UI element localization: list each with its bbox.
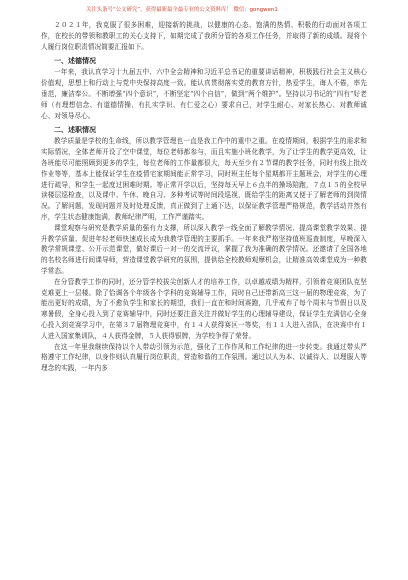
section-heading-virtue: 一、述德情况: [54, 57, 96, 66]
duty-paragraph-classroom-research: 课堂观察与研究是教学质量的强有力支撑，所以深入教学一线全面了解教学情况、提高课堂教学效果、提升教学质量、促进年轻老师快速成长成为我教学管理的主要抓手。一年来我严格坚持值班巡查制度，早晚深入教学常规课堂、公开示范课堂，做好课后一对一的交流评议，掌握了我为准确的教学情况。还邀请了全国各地的名校名师进行间课导师，营造课堂教学研究的氛围，提供给全校教师观摩机会，让精准高效课堂成为一种教学常态。: [41, 223, 367, 275]
virtue-paragraph: 一年来，我认真学习十九届五中、六中全会精神和习近平总书记的重要讲话精神，积极践行社会主义核心价值观，思想上和行动上与党中央保持高度一致。能认真贯彻落实党的教育方针，热爱学生，诲人不倦，率先垂范，廉洁奉公。不断增强“四个意识”，不断坚定“四个自信”，做到“两个维护”。坚持以习书记的“四有”好老师（有理想信念、有道德情操、有扎实学识、有仁爱之心）要求自己，对学生耐心、对家长热心、对教师诚心、对领导尽心。: [41, 68, 367, 120]
duty-paragraph-teaching-management: 教学质量是学校的生命线，所以教学管理也一直是我工作中的重中之重。在疫情期间，根据学生的需求和实际情况，全体老师开设了空中课堂，每位老师都参与，而且实施小班化教学，为了让学生的教学更高效，让各班能尽可能照顾到更多的学生，每位老师的工作量都很大，每天至少有２节课的教学任务，同时有线上批改作业等等，基本上能保证学生在疫情宅家期间能正常学习，同时班主任每个星期都开主题班会，对学生的心理进行疏导，和学生一起度过困难时期。等正常开学以后，坚持每天早上６点半的操场陪跑，７点１５的全校早读楼层巡检查，以及课中、午休、晚自习、多种考试等时间段巡视，既给学生的距离又便于了解老师的到岗情况。了解问题，发现问题并及时处理反馈，真正做到了上通下达，以保证教学管理严格规范，教学活动井然有序，学生状态健康饱满，教师纪律严明，工作严谨踏实。: [41, 137, 367, 221]
header-banner: 关注头条号“公文研究”，获得最新最全最专业的公文资料库！ 微信：gongwen1: [86, 7, 278, 13]
intro-paragraph: ２０２１年，我克服了很多困难，迎接新的挑战，以健康的心态、饱满的热情、积极的行动面对各项工作，在校长的带领和教职工的关心支持下，如期完成了我所分管的各项工作任务，并取得了新的成绩。现将个人履行岗位职责情况简要汇报如下。: [41, 21, 367, 51]
duty-paragraph-competition: 在分管教学工作的同时，还分管学校拔尖创新人才的培养工作，以卓越成绩为精样，引领着竞赛团队克坚克难更上一层楼。除了恰调各个年级各个学科的竞赛辅导工作，同时自己还带新高三这一届的物理竞赛，为了能出更好的成绩，为了不愈负学生和家长的期望，我们一直在和时间赛跑，几乎戒弃了每个周末与节假日以及寒暑假，全身心投入到了竞赛辅导中，同时还要注意关注并做好学生的心理辅导建设，保证学生充满信心全身心投入到竞赛学习中，在第３７届物理竞赛中，有１４人获得赛区一等奖，有１１人进入省队，在决赛中有１人进入国家集训队，４人获得金牌，５人获得银牌，为学校争得了荣誉。: [41, 277, 367, 340]
section-heading-duty: 二、述职情况: [54, 126, 96, 135]
duty-paragraph-work-style: 在这一年里我继续保持以个人带动引领为示范，强化了工作作风和工作纪律的进一步转变。我通过带头严格遵守工作纪律，以身作则认真履行岗位职责，营造和谐的工作氛围。通过以人为本、以诚待人、以理服人等理念的实践，一年内多: [41, 342, 367, 373]
